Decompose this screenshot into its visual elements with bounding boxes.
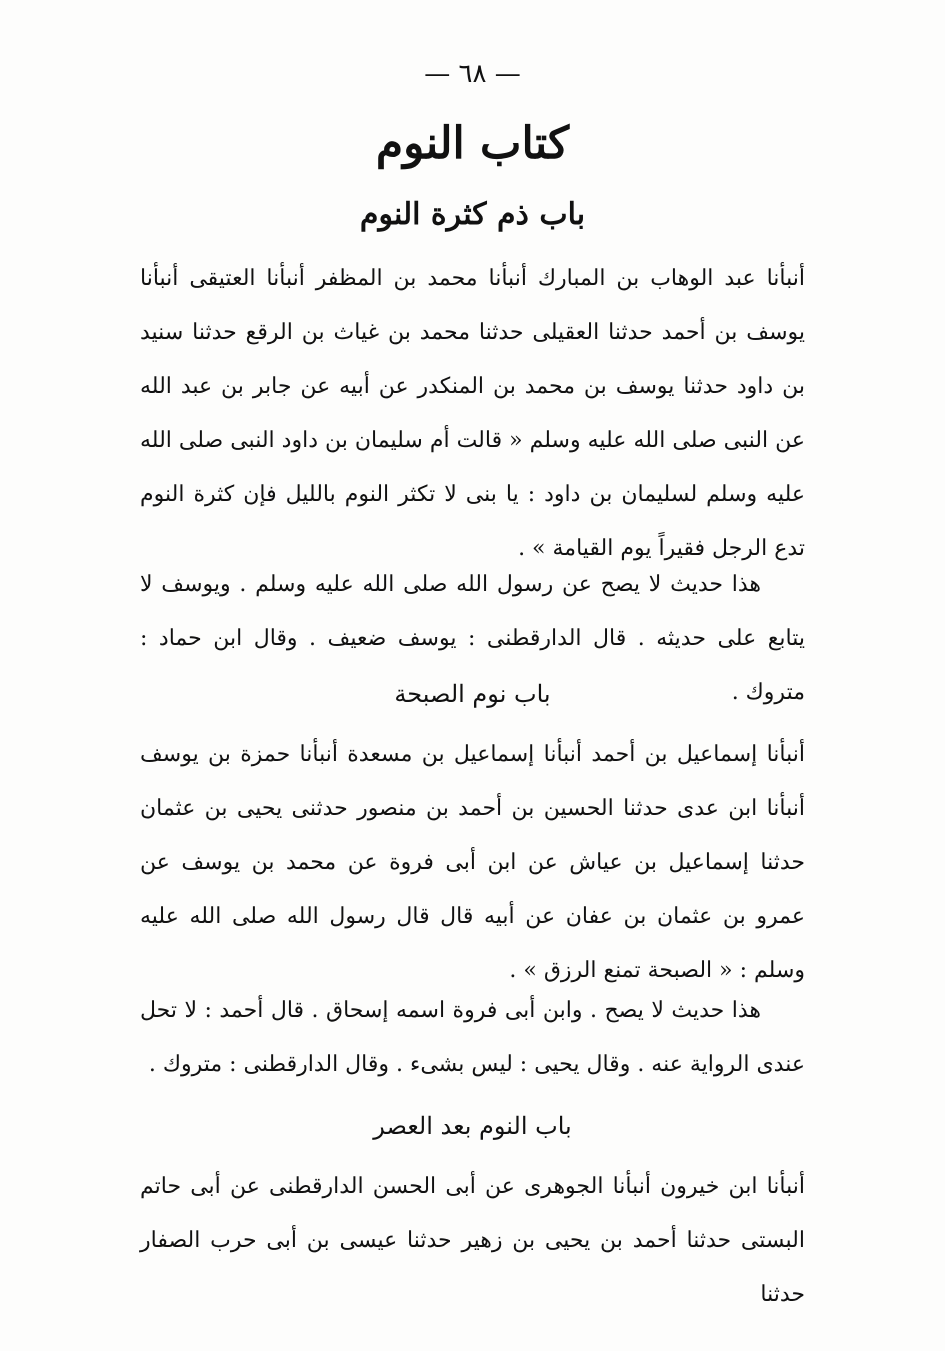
page-number: — ٦٨ — bbox=[424, 59, 521, 89]
hadith-paragraph: أنبأنا عبد الوهاب بن المبارك أنبأنا محمد بن المظفر أنبأنا العتيقى أنبأنا يوسف بن أحمد حدثنا العقيلى حدثنا محمد بن غياث بن الرقع حدثنا سنيد بن داود حدثنا يوسف بن محمد بن المنكدر عن أبيه عن جابر بن عبد الله عن النبى صلى الله عليه وسلم « قالت أم سليمان بن داود النبى صلى الله عليه وسلم لسليمان بن داود : يا بنى لا تكثر النوم بالليل فإن كثرة النوم تدع الرجل فقيراً يوم القيامة » . bbox=[140, 266, 805, 561]
book-title: كتاب النوم bbox=[375, 118, 570, 169]
chapter-title-excess-sleep: باب ذم كثرة النوم bbox=[359, 197, 586, 232]
chapter-title-morning-sleep: باب نوم الصبحة bbox=[394, 680, 551, 708]
chapter-title-afternoon-sleep: باب النوم بعد العصر bbox=[373, 1112, 572, 1140]
hadith-paragraph: أنبأنا ابن خيرون أنبأنا الجوهرى عن أبى الحسن الدارقطنى عن أبى حاتم البستى حدثنا أحمد بن يحيى بن زهير حدثنا عيسى بن أبى حرب الصفار حدثنا bbox=[140, 1174, 805, 1307]
hadith-paragraph: أنبأنا إسماعيل بن أحمد أنبأنا إسماعيل بن مسعدة أنبأنا حمزة بن يوسف أنبأنا ابن عدى حدثنا الحسين بن أحمد بن منصور حدثنى يحيى بن عثمان حدثنا إسماعيل بن عياش عن ابن أبى فروة عن محمد بن يوسف عن عمرو بن عثمان بن عفان عن أبيه قال قال رسول الله صلى الله عليه وسلم : « الصبحة تمنع الرزق » . bbox=[140, 742, 805, 983]
commentary-paragraph: هذا حديث لا يصح عن رسول الله صلى الله عليه وسلم . ويوسف لا يتابع على حديثه . قال الدارقطنى : يوسف ضعيف . وقال ابن حماد : متروك . bbox=[140, 572, 805, 705]
commentary-paragraph: هذا حديث لا يصح . وابن أبى فروة اسمه إسحاق . قال أحمد : لا تحل عندى الرواية عنه . وقال يحيى : ليس بشىء . وقال الدارقطنى : متروك . bbox=[140, 998, 805, 1077]
